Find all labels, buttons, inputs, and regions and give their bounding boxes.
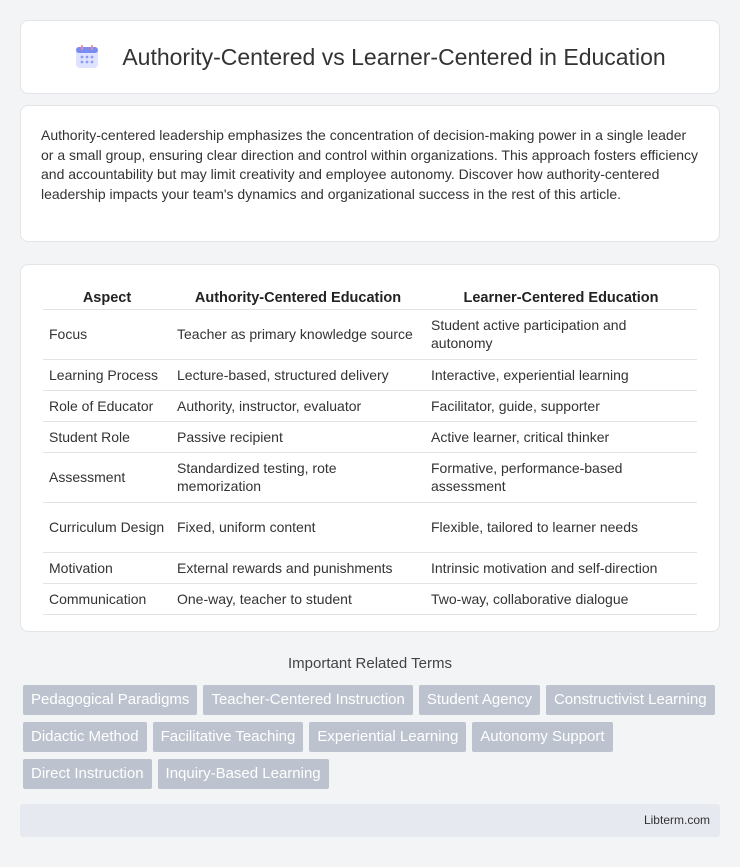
cell-learner: Formative, performance-based assessment [425,452,697,502]
cell-aspect: Focus [43,309,171,359]
cell-authority: Lecture-based, structured delivery [171,359,425,390]
cell-authority: Teacher as primary knowledge source [171,309,425,359]
cell-aspect: Learning Process [43,359,171,390]
cell-learner: Student active participation and autonomy [425,309,697,359]
table-row [43,421,697,452]
cell-learner: Intrinsic motivation and self-direction [425,552,697,583]
cell-learner: Two-way, collaborative dialogue [425,583,697,614]
intro-text: Authority-centered leadership emphasizes the concentration of decision-making power in a single leader or a small group, ensuring clear direction and control within organizations. This approach fosters efficiency and accountability but may limit creativity and employee autonomy. Discover how authority-centered leadership impacts your team's dynamics and organizational success in the rest of this article. [41,127,699,202]
table-row [43,552,697,583]
footer-site-link[interactable]: Libterm.com [643,813,710,827]
cell-learner: Active learner, critical thinker [425,421,697,452]
cell-aspect: Curriculum Design [43,502,171,552]
term-tag[interactable]: Teacher-Centered Instruction [203,685,412,715]
cell-authority: Standardized testing, rote memorization [171,452,425,502]
cell-authority: One-way, teacher to student [171,583,425,614]
intro-card [20,105,720,242]
term-tag[interactable]: Autonomy Support [472,722,612,752]
cell-learner: Interactive, experiential learning [425,359,697,390]
cell-authority: External rewards and punishments [171,552,425,583]
cell-learner: Flexible, tailored to learner needs [425,502,697,552]
table-row [43,452,697,502]
cell-aspect: Communication [43,583,171,614]
cell-aspect: Student Role [43,421,171,452]
cell-aspect: Role of Educator [43,390,171,421]
cell-authority: Authority, instructor, evaluator [171,390,425,421]
term-tag[interactable]: Experiential Learning [309,722,466,752]
cell-aspect: Assessment [43,452,171,502]
table-row [43,583,697,614]
term-tag[interactable]: Pedagogical Paradigms [23,685,197,715]
term-tag[interactable]: Constructivist Learning [546,685,715,715]
cell-aspect: Motivation [43,552,171,583]
term-tag[interactable]: Student Agency [419,685,540,715]
calendar-grid-icon [74,44,100,70]
header-card [20,20,720,94]
term-tag[interactable]: Facilitative Teaching [153,722,304,752]
comparison-table [43,285,697,615]
related-terms-list [23,685,723,796]
header-aspect: Aspect [43,285,171,309]
comparison-card [20,264,720,632]
cell-learner: Facilitator, guide, supporter [425,390,697,421]
table-row [43,359,697,390]
table-header-row [43,285,697,309]
header-authority: Authority-Centered Education [171,285,425,309]
cell-authority: Fixed, uniform content [171,502,425,552]
cell-authority: Passive recipient [171,421,425,452]
term-tag[interactable]: Inquiry-Based Learning [158,759,329,789]
table-row [43,390,697,421]
term-tag[interactable]: Didactic Method [23,722,147,752]
table-row [43,309,697,359]
term-tag[interactable]: Direct Instruction [23,759,152,789]
related-terms-title: Important Related Terms [288,655,452,672]
header-learner: Learner-Centered Education [425,285,697,309]
page-title: Authority-Centered vs Learner-Centered in Education [122,43,666,70]
footer [20,804,720,837]
table-row [43,502,697,552]
